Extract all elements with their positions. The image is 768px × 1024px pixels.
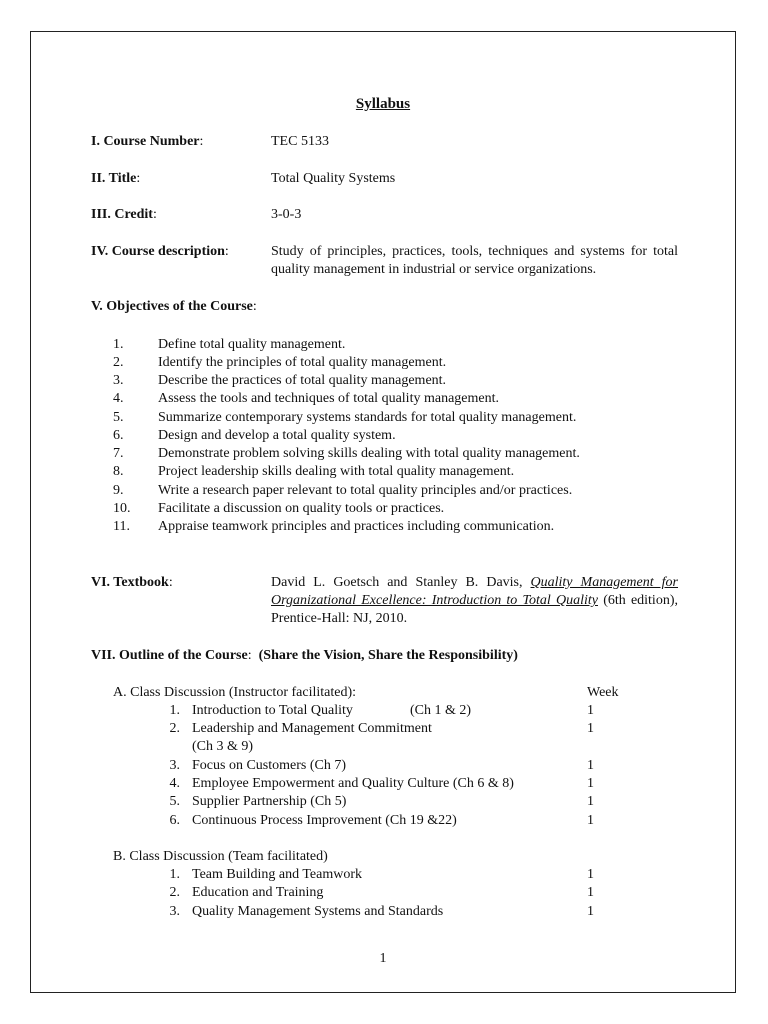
textbook-authors: David L. Goetsch and Stanley B. Davis, <box>271 575 531 590</box>
objective-number: 8. <box>113 464 124 479</box>
objective-number: 2. <box>113 355 124 370</box>
outline-item-text: Introduction to Total Quality <box>192 703 353 718</box>
objective-text: Assess the tools and techniques of total quality management. <box>158 391 499 406</box>
outline-item-text: Continuous Process Improvement (Ch 19 &22) <box>192 813 457 828</box>
outline-item-week: 1 <box>587 703 594 718</box>
description-value: Study of principles, practices, tools, techniques and systems for total quality management in industrial or service organizations. <box>271 244 678 277</box>
outline-item-week: 1 <box>587 885 594 900</box>
outline-item-text: Employee Empowerment and Quality Culture (Ch 6 & 8) <box>192 776 514 791</box>
outline-item-week: 1 <box>587 776 594 791</box>
objective-number: 11. <box>113 519 130 534</box>
outline-item-week: 1 <box>587 867 594 882</box>
outline-item-week: 1 <box>587 721 594 736</box>
outline-item-number: 1. <box>169 867 180 882</box>
objectives-heading: V. Objectives of the Course: <box>91 299 257 314</box>
outline-item-text: Leadership and Management Commitment <box>192 721 432 736</box>
document-title: Syllabus <box>355 96 411 112</box>
section-a-heading: A. Class Discussion (Instructor facilitated): <box>113 685 357 700</box>
objective-number: 5. <box>113 410 124 425</box>
week-column-header: Week <box>587 685 619 700</box>
outline-item-week: 1 <box>587 813 594 828</box>
outline-heading: VII. Outline of the Course: (Share the Vision, Share the Responsibility) <box>91 648 518 663</box>
outline-item-number: 1. <box>169 703 180 718</box>
outline-item-week: 1 <box>587 904 594 919</box>
objective-number: 1. <box>113 337 124 352</box>
objective-text: Appraise teamwork principles and practices including communication. <box>158 519 555 534</box>
textbook-details: (6th edition), Prentice-Hall: NJ, 2010. <box>271 593 678 626</box>
outline-item-number: 6. <box>169 813 180 828</box>
textbook-title: Quality Management for Organizational Excellence: Introduction to Total Quality <box>271 575 679 608</box>
objective-text: Define total quality management. <box>158 337 346 352</box>
outline-item-text: Focus on Customers (Ch 7) <box>192 758 346 773</box>
course-number-value: TEC 5133 <box>271 134 329 149</box>
objective-text: Facilitate a discussion on quality tools or practices. <box>158 501 445 516</box>
objective-text: Summarize contemporary systems standards for total quality management. <box>158 410 577 425</box>
objective-number: 6. <box>113 428 124 443</box>
outline-item-chapters: (Ch 1 & 2) <box>410 703 472 718</box>
objective-text: Write a research paper relevant to total quality principles and/or practices. <box>158 483 573 498</box>
outline-item-number: 4. <box>169 776 180 791</box>
page-number: 1 <box>379 951 387 966</box>
outline-item-text: Supplier Partnership (Ch 5) <box>192 794 347 809</box>
objective-number: 4. <box>113 391 124 406</box>
course-title-value: Total Quality Systems <box>271 171 396 186</box>
outline-item-number: 2. <box>169 721 180 736</box>
section-b-heading: B. Class Discussion (Team facilitated) <box>113 849 328 864</box>
objective-text: Identify the principles of total quality management. <box>158 355 447 370</box>
objective-number: 7. <box>113 446 124 461</box>
outline-item-chapters: (Ch 3 & 9) <box>192 739 254 754</box>
objective-number: 10. <box>113 501 131 516</box>
description-label: IV. Course description: <box>91 244 229 259</box>
credit-label: III. Credit: <box>91 207 157 222</box>
outline-item-number: 3. <box>169 758 180 773</box>
outline-subtitle: (Share the Vision, Share the Responsibility) <box>258 648 518 663</box>
objective-text: Demonstrate problem solving skills dealing with total quality management. <box>158 446 580 461</box>
textbook-label: VI. Textbook: <box>91 575 173 590</box>
textbook-citation <box>271 574 678 628</box>
objective-number: 3. <box>113 373 124 388</box>
objective-number: 9. <box>113 483 124 498</box>
outline-item-text: Education and Training <box>192 885 324 900</box>
objective-text: Design and develop a total quality system. <box>158 428 396 443</box>
outline-item-week: 1 <box>587 794 594 809</box>
course-number-label: I. Course Number: <box>91 134 204 149</box>
objective-text: Project leadership skills dealing with total quality management. <box>158 464 515 479</box>
outline-item-number: 3. <box>169 904 180 919</box>
outline-item-text: Team Building and Teamwork <box>192 867 363 882</box>
outline-item-week: 1 <box>587 758 594 773</box>
credit-value: 3-0-3 <box>271 207 302 222</box>
outline-item-number: 2. <box>169 885 180 900</box>
outline-item-text: Quality Management Systems and Standards <box>192 904 444 919</box>
objective-text: Describe the practices of total quality management. <box>158 373 447 388</box>
course-title-label: II. Title: <box>91 171 141 186</box>
outline-item-number: 5. <box>169 794 180 809</box>
